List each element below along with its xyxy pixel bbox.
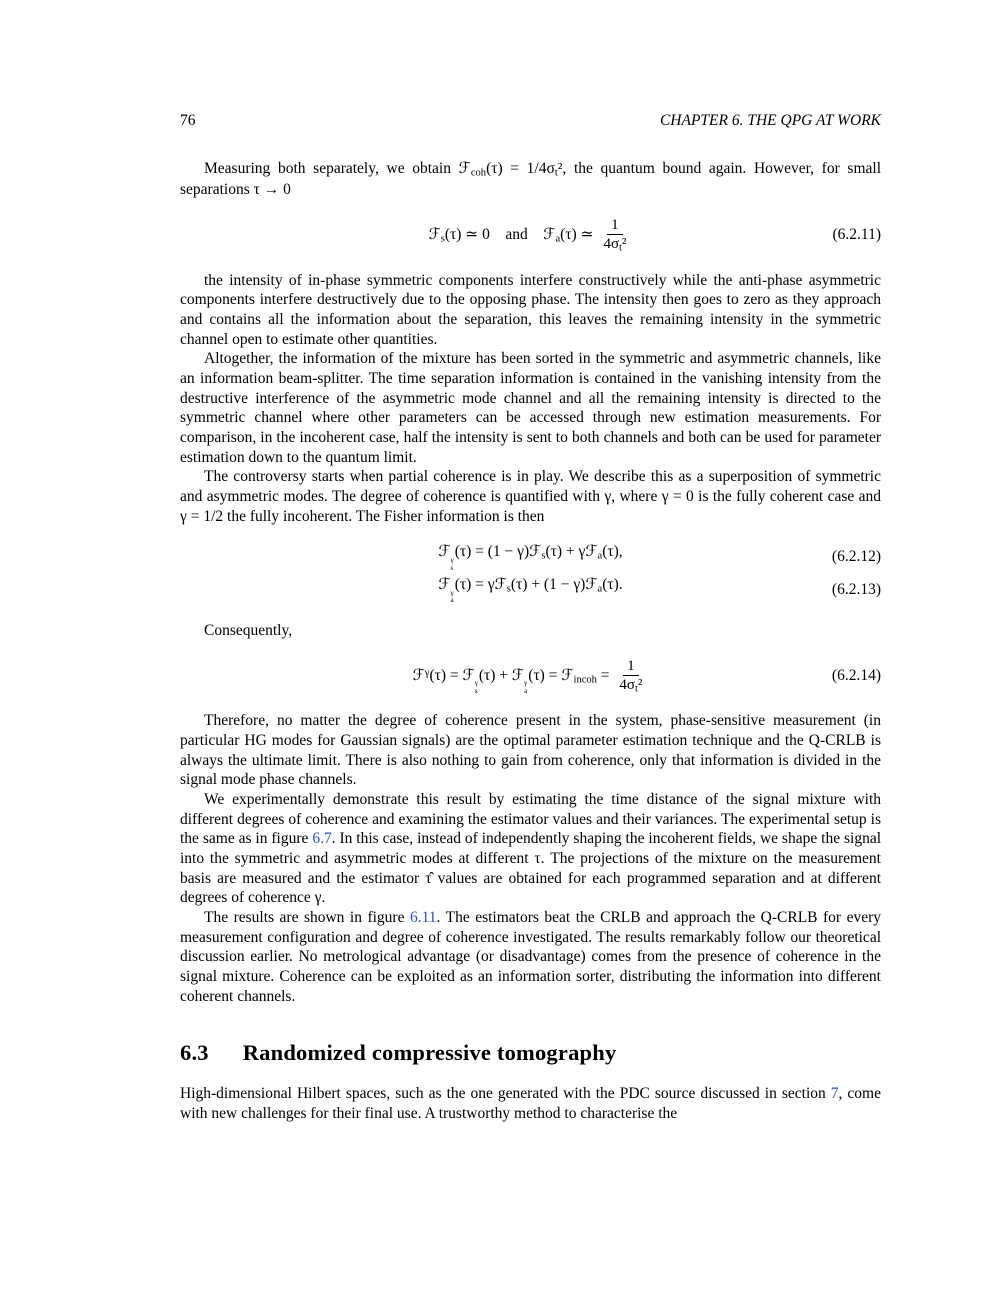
equation-body: ℱ γ a (τ) = γℱ$_s$(τ) + (1 − γ)ℱ$_a$(τ). — [438, 576, 623, 605]
paragraph-consequently: Consequently, — [204, 621, 293, 639]
paragraph-therefore: Therefore, no matter the degree of coherence present in the system, phase-sensitive measurement (in particular HG modes for Gaussian signals) are the optimal parameter estimation technique and the Q-CRLB is always the ultimate limit. There is also nothing to gain from coherence, only that information is divided in the signal mode phase channels. — [180, 712, 881, 789]
ref-link[interactable]: 6.11 — [409, 909, 437, 927]
section-number: 6.3 — [180, 1040, 209, 1066]
page-number: 76 — [180, 112, 196, 129]
paragraph-altogether: Altogether, the information of the mixture has been sorted in the symmetric and asymmetric channels, like an information beam-splitter. The time separation information is contained in the vanishing intensity from the destructive interference of the asymmetric mode channel and all the remaining intensity is directed to the symmetric channel where other parameters can be accessed through new estimation measurements. For comparison, in the incoherent case, half the intensity is sent to both channels and both can be used for parameter estimation down to the quantum limit. — [180, 350, 881, 466]
equation-number: (6.2.12) — [831, 548, 881, 566]
equation-body: ℱ γ s (τ) = (1 − γ)ℱ$_s$(τ) + γℱ$_a$(τ), — [438, 543, 623, 572]
paragraph-experiment: We experimentally demonstrate this result by estimating the time distance of the signal mixture with different degrees of coherence and examining the estimator values and their variances. The experimental setup is the same as in figure 6.7. In this case, instead of independently shaping the incoherent fields, we shape the signal into the symmetric and asymmetric modes at different τ. The projections of the mixture on the measurement basis are measured and the estimator τ̂ values are obtained for each programmed separation and at different degrees of coherence γ. — [180, 791, 882, 907]
equation-6-2-13 — [180, 575, 881, 605]
equation-6-2-14 — [180, 657, 881, 696]
equation-number: (6.2.13) — [831, 580, 881, 598]
equation-6-2-12 — [180, 542, 881, 572]
paragraph-intensity: the intensity of in-phase symmetric components interfere constructively while the anti-phase asymmetric components interfere destructively due to the opposing phase. The intensity then goes to zero as they approach and contains all the information about the separation, this leaves the remaining intensity in the symmetric channel open to estimate other quantities. — [180, 271, 881, 348]
section-title: Randomized compressive tomography — [242, 1040, 617, 1066]
paragraph-controversy: The controversy starts when partial coherence is in play. We describe this as a superposition of symmetric and asymmetric modes. The degree of coherence is quantified with γ, where γ = 0 is the fully coherent case and γ = 1/2 the fully incoherent. The Fisher information is then — [180, 468, 881, 525]
equation-6-2-11 — [180, 216, 881, 255]
equation-group-6-2-12-13 — [180, 542, 881, 605]
paragraph-measuring: Measuring both separately, we obtain ℱ$_{coh}$(τ) = $1/4\sigma_t^2$, the quantum bound again. However, for small separations τ → 0 — [180, 160, 881, 199]
content-column — [180, 112, 881, 1124]
ref-link[interactable]: 6.7 — [312, 830, 332, 848]
paragraph-hilbert: High-dimensional Hilbert spaces, such as the one generated with the PDC source discussed in section 7, come with new challenges for their final use. A trustworthy method to characterise the — [180, 1085, 881, 1123]
ref-link[interactable]: 7 — [830, 1085, 839, 1103]
section-heading — [180, 1040, 881, 1066]
chapter-running-title: CHAPTER 6. THE QPG AT WORK — [659, 112, 881, 129]
paragraph-results: The results are shown in figure 6.11. The estimators beat the CRLB and approach the Q-CRLB for every measurement configuration and degree of coherence investigated. The results remarkably follow our theoretical discussion earlier. No metrological advantage (or disadvantage) comes from the presence of coherence in the signal mixture. Coherence can be exploited as an information sorter, distributing the information into different coherent channels. — [180, 909, 881, 1005]
running-header — [180, 112, 881, 130]
equation-number: (6.2.11) — [832, 226, 881, 244]
equation-number: (6.2.14) — [831, 666, 881, 684]
equation-body: ℱ$_s$(τ) ≃ 0 and ℱ$_a$(τ) ≃ $\frac{1}{4\sigma_t^2}$ — [428, 216, 627, 254]
equation-body: ℱ$^\gamma$(τ) = ℱ γ s (τ) + ℱ γ a (τ) = ℱ$_{incoh}$ = $\frac{1}{4\sigma_t^2}$ — [412, 657, 643, 695]
